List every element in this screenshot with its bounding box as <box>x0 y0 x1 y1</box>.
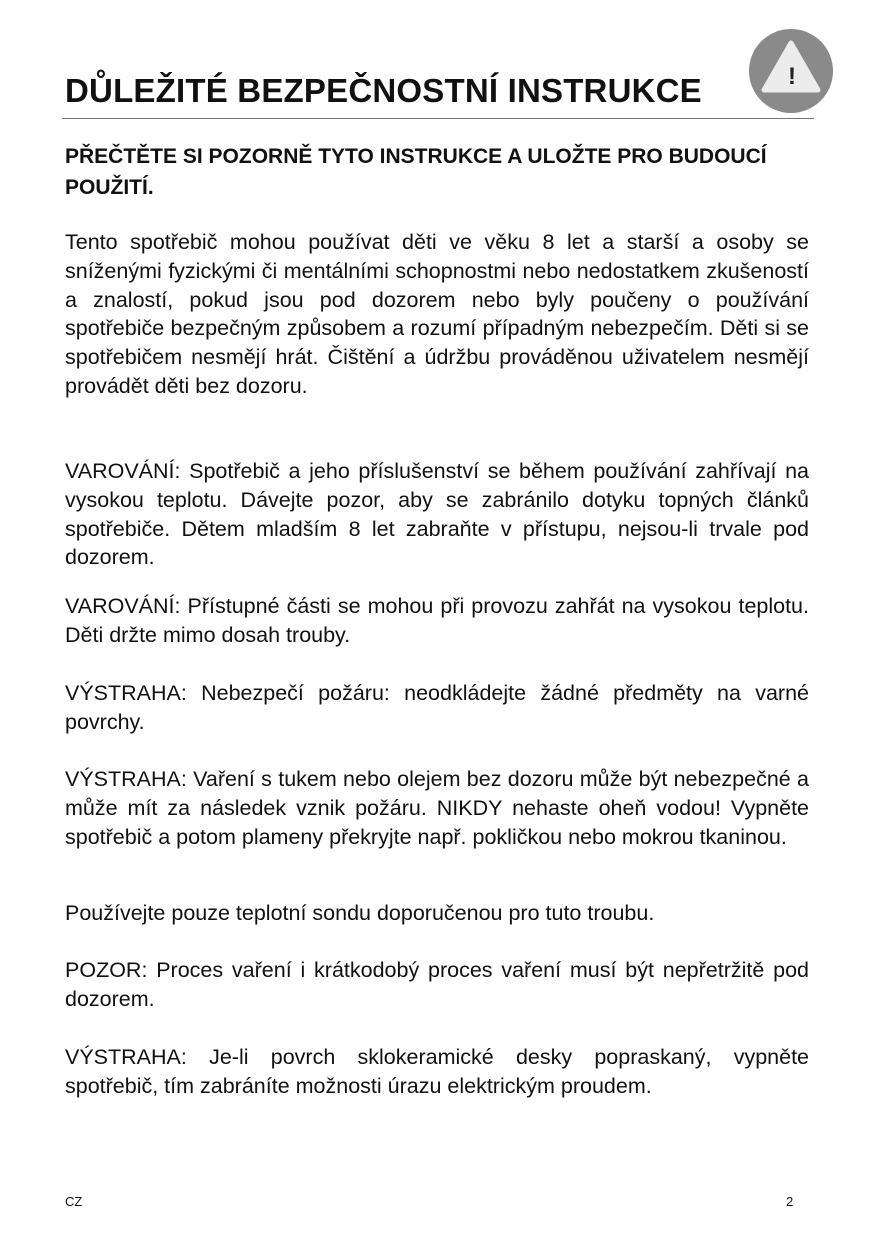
paragraph-temperature-probe: Používejte pouze teplotní sondu doporučenou pro tuto troubu. <box>65 901 655 925</box>
page-title: DŮLEŽITÉ BEZPEČNOSTNÍ INSTRUKCE <box>65 72 702 109</box>
paragraph-warning-hot-parts: VAROVÁNÍ: Přístupné části se mohou při provozu zahřát na vysokou teplotu. Děti držte mimo dosah trouby. <box>65 594 809 647</box>
read-instructions-heading: PŘEČTĚTE SI POZORNĚ TYTO INSTRUKCE A ULOŽTE PRO BUDOUCÍ POUŽITÍ. <box>65 145 767 199</box>
warning-triangle-icon <box>749 29 833 113</box>
paragraph-fire-hazard: VÝSTRAHA: Nebezpečí požáru: neodkládejte žádné předměty na varné povrchy. <box>65 681 809 734</box>
warning-exclamation-mark: ! <box>788 63 796 90</box>
footer-language: CZ <box>65 1194 83 1209</box>
paragraph-children-usage: Tento spotřebič mohou používat děti ve věku 8 let a starší a osoby se sníženými fyzickými či mentálními schopnostmi nebo nedostatkem zkušeností a znalostí, pokud jsou pod dozorem nebo byly poučeny o používání spotřebiče bezpečným způsobem a rozumí případným nebezpečím. Děti si se spotřebičem nesmějí hrát. Čištění a údržbu prováděnou uživatelem nesmějí provádět děti bez dozoru. <box>65 230 809 398</box>
paragraph-cracked-glass-warning: VÝSTRAHA: Je-li povrch sklokeramické desky popraskaný, vypněte spotřebič, tím zabráníte možnosti úrazu elektrickým proudem. <box>65 1045 809 1098</box>
title-divider <box>62 118 814 119</box>
footer-page-number: 2 <box>786 1194 794 1209</box>
paragraph-oil-fire-hazard: VÝSTRAHA: Vaření s tukem nebo olejem bez dozoru může být nebezpečné a může mít za následek vznik požáru. NIKDY nehaste oheň vodou! Vypněte spotřebič a potom plameny překryjte např. pokličkou nebo mokrou tkaninou. <box>65 767 809 849</box>
paragraph-caution-supervision: POZOR: Proces vaření i krátkodobý proces vaření musí být nepřetržitě pod dozorem. <box>65 958 809 1011</box>
paragraph-warning-hot-accessories: VAROVÁNÍ: Spotřebič a jeho příslušenství se během používání zahřívají na vysokou teplotu. Dávejte pozor, aby se zabránilo dotyku topných článků spotřebiče. Dětem mladším 8 let zabraňte v přístupu, nejsou-li trvale pod dozorem. <box>65 459 809 570</box>
